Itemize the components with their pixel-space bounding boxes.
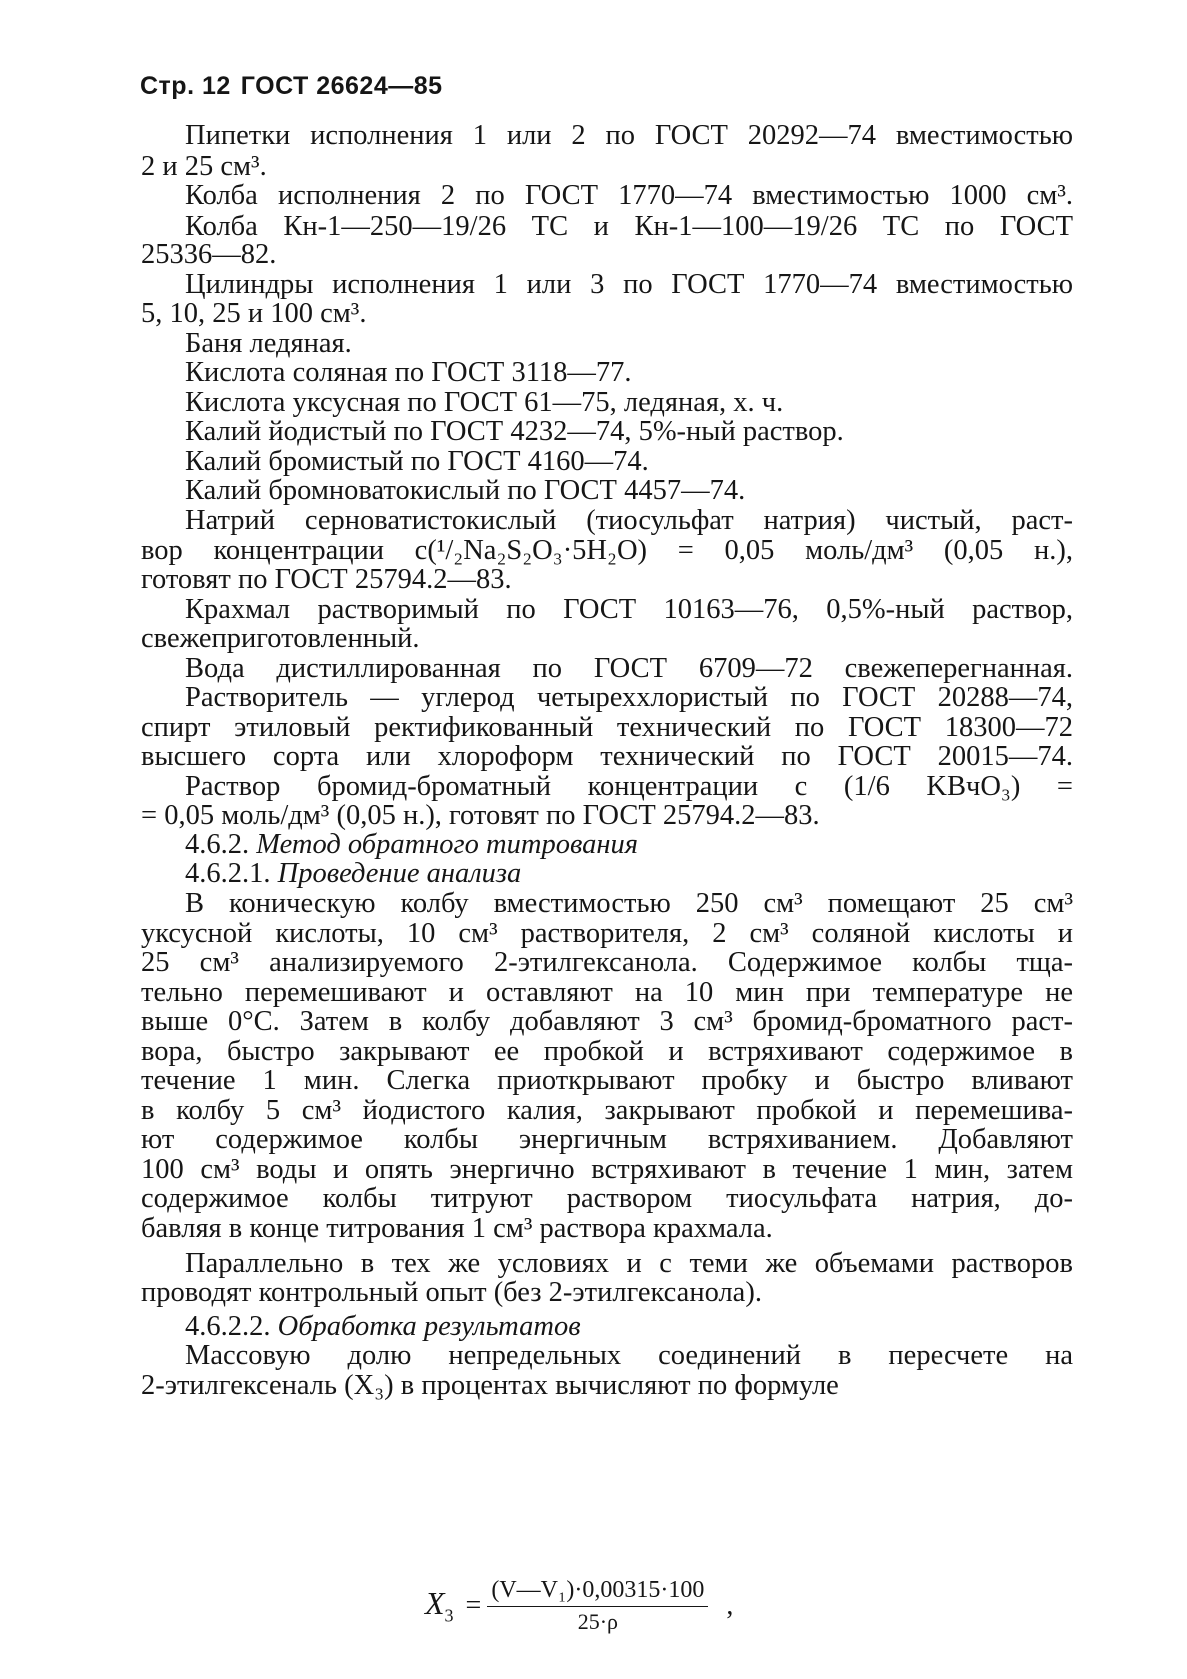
section-number: 4.6.2. xyxy=(185,829,257,860)
text-line: свежеприготовленный. xyxy=(141,623,420,654)
text-line: 25336—82. xyxy=(141,239,277,270)
text-line: выше 0°С. Затем в колбу добавляют 3 см³ бромид-броматного раст- xyxy=(141,1006,1073,1037)
text-line: Раствор бромид-броматный концентрации c (1/6 KBчO₃) = xyxy=(185,771,1073,802)
text-line: вора, быстро закрывают ее пробкой и встряхивают содержимое в xyxy=(141,1036,1073,1067)
text-line: в колбу 5 см³ йодистого калия, закрывают пробкой и перемешива- xyxy=(141,1095,1073,1126)
text-line: Колба исполнения 2 по ГОСТ 1770—74 вместимостью 1000 см³. xyxy=(185,180,1073,211)
text-line: 25 см³ анализируемого 2-этилгексанола. Содержимое колбы тща- xyxy=(141,947,1073,978)
text-line: тельно перемешивают и оставляют на 10 мин при температуре не xyxy=(141,977,1073,1008)
text-line: проводят контрольный опыт (без 2-этилгексанола). xyxy=(141,1277,762,1308)
page-number: Стр. 12 xyxy=(140,72,231,100)
text-line: Цилиндры исполнения 1 или 3 по ГОСТ 1770—74 вместимостью xyxy=(185,269,1073,300)
formula-lhs: $X_3$ xyxy=(425,1585,454,1626)
subsection-title: Проведение анализа xyxy=(277,858,522,889)
subsection-number: 4.6.2.2. xyxy=(185,1311,278,1342)
text-line: Натрий серноватистокислый (тиосульфат натрия) чистый, раст- xyxy=(185,505,1073,536)
text-line: = 0,05 моль/дм³ (0,05 н.), готовят по ГОСТ 25794.2—83. xyxy=(141,800,820,831)
section-heading xyxy=(185,829,638,861)
page-header xyxy=(140,72,443,101)
text-line: Вода дистиллированная по ГОСТ 6709—72 свежеперегнанная. xyxy=(185,653,1073,684)
text-line: Баня ледяная. xyxy=(185,328,352,359)
formula xyxy=(425,1577,733,1635)
subsection-heading xyxy=(185,1311,581,1343)
text-line: Калий бромноватокислый по ГОСТ 4457—74. xyxy=(185,475,746,506)
text-line: 2-этилгексеналь (X₃) в процентах вычисляют по формуле xyxy=(141,1370,839,1401)
subsection-heading xyxy=(185,858,521,890)
text-line: 5, 10, 25 и 100 см³. xyxy=(141,298,367,329)
formula-comma: , xyxy=(726,1590,734,1621)
formula-denominator: 25·ρ xyxy=(577,1609,618,1634)
text-line: бавляя в конце титрования 1 см³ раствора крахмала. xyxy=(141,1213,773,1244)
text-line: ют содержимое колбы энергичным встряхиванием. Добавляют xyxy=(141,1124,1073,1155)
text-line: высшего сорта или хлороформ технический по ГОСТ 20015—74. xyxy=(141,741,1073,772)
text-line: готовят по ГОСТ 25794.2—83. xyxy=(141,564,512,595)
formula-equals: = xyxy=(465,1590,482,1621)
text-line: вор концентрации c(¹/₂Na₂S₂O₃·5H₂O) = 0,05 моль/дм³ (0,05 н.), xyxy=(141,535,1073,566)
text-line: Колба Кн-1—250—19/26 ТС и Кн-1—100—19/26 ТС по ГОСТ xyxy=(185,211,1073,242)
text-line: Параллельно в тех же условиях и с теми же объемами растворов xyxy=(185,1248,1073,1279)
formula-fraction xyxy=(487,1577,708,1635)
text-line: спирт этиловый ректификованный технический по ГОСТ 18300—72 xyxy=(141,712,1073,743)
standard-number: ГОСТ 26624—85 xyxy=(240,72,443,100)
text-line: содержимое колбы титруют раствором тиосульфата натрия, до- xyxy=(141,1183,1073,1214)
text-line: Кислота уксусная по ГОСТ 61—75, ледяная, х. ч. xyxy=(185,387,784,418)
subsection-number: 4.6.2.1. xyxy=(185,858,278,889)
text-line: Калий бромистый по ГОСТ 4160—74. xyxy=(185,446,649,477)
text-line: уксусной кислоты, 10 см³ растворителя, 2 см³ соляной кислоты и xyxy=(141,918,1073,949)
text-line: В коническую колбу вместимостью 250 см³ помещают 25 см³ xyxy=(185,888,1073,919)
text-line: 2 и 25 см³. xyxy=(141,151,267,182)
formula-numerator: (V—V₁)·0,00315·100 xyxy=(487,1577,708,1607)
text-line: Крахмал растворимый по ГОСТ 10163—76, 0,5%-ный раствор, xyxy=(185,594,1073,625)
section-title: Метод обратного титрования xyxy=(256,829,639,860)
text-line: Калий йодистый по ГОСТ 4232—74, 5%-ный раствор. xyxy=(185,416,844,447)
text-line: Растворитель — углерод четыреххлористый по ГОСТ 20288—74, xyxy=(185,682,1073,713)
text-line: Кислота соляная по ГОСТ 3118—77. xyxy=(185,357,632,388)
subsection-title: Обработка результатов xyxy=(277,1311,581,1342)
text-line: 100 см³ воды и опять энергично встряхивают в течение 1 мин, затем xyxy=(141,1154,1073,1185)
text-line: Пипетки исполнения 1 или 2 по ГОСТ 20292—74 вместимостью xyxy=(185,120,1073,151)
text-line: Массовую долю непредельных соединений в пересчете на xyxy=(185,1340,1073,1371)
text-line: течение 1 мин. Слегка приоткрывают пробку и быстро вливают xyxy=(141,1065,1073,1096)
